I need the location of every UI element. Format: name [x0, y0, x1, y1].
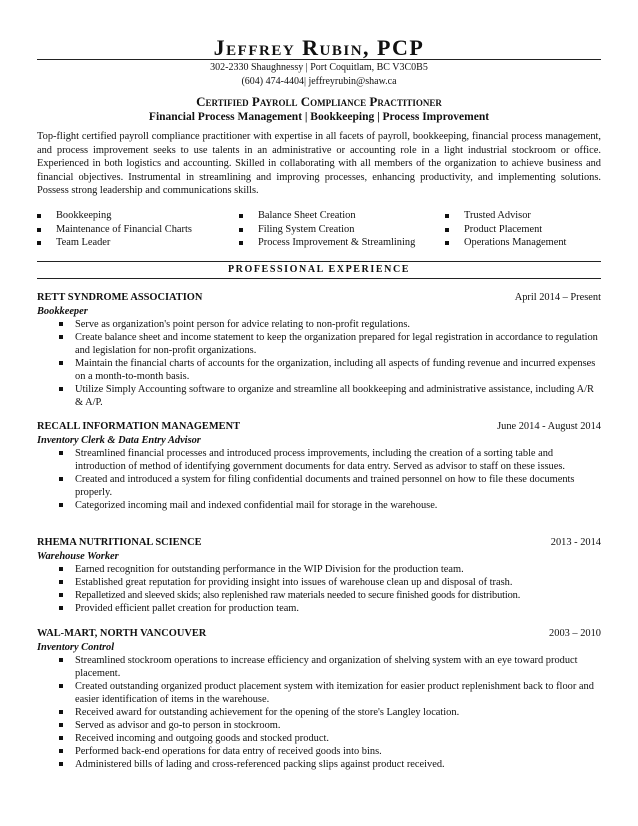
job-role: Inventory Control	[37, 642, 115, 653]
skill-item: Product Placement	[445, 223, 566, 237]
job-bullet: Create balance sheet and income statement to keep the organization prepared for legal registration in accordance to regulation and legislation for non-profit organizations.	[75, 331, 601, 357]
section-title-experience: PROFESSIONAL EXPERIENCE	[227, 264, 411, 275]
bullet-icon	[59, 736, 63, 740]
skill-item: Process Improvement & Streamlining	[239, 236, 415, 250]
bullet-icon	[37, 241, 41, 245]
job-bullet: Created outstanding organized product placement system with itemization for easier product replenishment back to floor and easier identification of items in the warehouse.	[75, 680, 601, 706]
header-rule	[37, 59, 601, 60]
skills-column-1	[37, 209, 192, 250]
bullet-icon	[59, 723, 63, 727]
job-bullet: Utilize Simply Accounting software to organize and streamline all bookkeeping and administrative assistance, including A/R & A/P.	[75, 383, 601, 409]
bullet-icon	[59, 503, 63, 507]
job-bullet: Received incoming and outgoing goods and stocked product.	[75, 732, 601, 745]
job-bullet: Earned recognition for outstanding performance in the WIP Division for the production team.	[75, 563, 601, 576]
job-bullet: Streamlined financial processes and introduced process improvements, including the creation of a sorting table and introduction of method of identifying government documents for data entry. Served as advisor to staff on these issues.	[75, 447, 601, 473]
job-entry	[37, 291, 601, 409]
job-dates: June 2014 - August 2014	[497, 421, 601, 432]
bullet-icon	[59, 567, 63, 571]
bullet-icon	[37, 228, 41, 232]
skill-item: Bookkeeping	[37, 209, 192, 223]
bullet-icon	[59, 593, 63, 597]
job-bullet: Streamlined stockroom operations to increase efficiency and organization of shelving system with an eye toward product placement.	[75, 654, 601, 680]
bullet-icon	[59, 477, 63, 481]
bullet-icon	[239, 214, 243, 218]
bullet-icon	[59, 684, 63, 688]
summary-paragraph: Top-flight certified payroll compliance practitioner with expertise in all facets of payroll, bookkeeping, financial process management, and process improvement seeks to use talents in an administrative or accounting role in a light industrial stockroom or office. Experienced in both logistics and accounting. Skilled in collaborating with all members of the organization to achieve business and financial objectives. Instrumental in streamlining and improving processes, enhancing productivity, and implementing solutions. Possess strong leadership and communications skills.	[37, 131, 601, 197]
job-role: Inventory Clerk & Data Entry Advisor	[37, 435, 201, 446]
bullet-icon	[59, 749, 63, 753]
bullet-icon	[59, 335, 63, 339]
bullet-icon	[59, 387, 63, 391]
job-role: Warehouse Worker	[37, 551, 119, 562]
bullet-icon	[239, 241, 243, 245]
company-name: RHEMA NUTRITIONAL SCIENCE	[37, 537, 202, 548]
bullet-icon	[445, 214, 449, 218]
job-bullet: Serve as organization's point person for advice relating to non-profit regulations.	[75, 318, 601, 331]
job-role: Bookkeeper	[37, 306, 88, 317]
section-rule-top	[37, 261, 601, 262]
job-bullet: Served as advisor and go-to person in stockroom.	[75, 719, 601, 732]
skill-item: Balance Sheet Creation	[239, 209, 415, 223]
job-bullet: Received award for outstanding achievement for the opening of the store's Langley location.	[75, 706, 601, 719]
bullet-icon	[59, 658, 63, 662]
job-bullet: Established great reputation for providing insight into issues of warehouse clean up and disposal of trash.	[75, 576, 601, 589]
bullet-icon	[59, 710, 63, 714]
bullet-icon	[59, 361, 63, 365]
job-bullet: Categorized incoming mail and indexed confidential mail for storage in the warehouse.	[75, 499, 601, 512]
bullet-icon	[59, 762, 63, 766]
job-bullet: Created and introduced a system for filing confidential documents and trained personnel on how to file these documents properly.	[75, 473, 601, 499]
bullet-icon	[445, 228, 449, 232]
job-bullet: Performed back-end operations for data entry of received goods into bins.	[75, 745, 601, 758]
phone-email: (604) 474-4404| jeffreyrubin@shaw.ca	[241, 76, 397, 87]
bullet-icon	[59, 580, 63, 584]
skills-column-3	[445, 209, 566, 250]
address: 302-2330 Shaughnessy | Port Coquitlam, BC V3C0B5	[210, 62, 428, 73]
job-bullet: Maintain the financial charts of accounts for the organization, including all aspects of funding revenue and incurred expenses on a month-to-month basis.	[75, 357, 601, 383]
skill-item: Filing System Creation	[239, 223, 415, 237]
job-entry	[37, 627, 601, 771]
bullet-icon	[59, 451, 63, 455]
skills-column-2	[239, 209, 415, 250]
bullet-icon	[59, 322, 63, 326]
job-bullet: Administered bills of lading and cross-referenced packing slips against product received.	[75, 758, 601, 771]
section-rule-bottom	[37, 278, 601, 279]
skill-item: Maintenance of Financial Charts	[37, 223, 192, 237]
job-bullet: Repalletized and sleeved skids; also replenished raw materials needed to secure finished goods for distribution.	[75, 589, 601, 602]
bullet-icon	[37, 214, 41, 218]
job-entry	[37, 420, 601, 512]
bullet-icon	[59, 606, 63, 610]
job-dates: 2013 - 2014	[550, 537, 601, 548]
company-name: RETT SYNDROME ASSOCIATION	[37, 292, 203, 303]
job-entry	[37, 536, 601, 615]
skill-item: Trusted Advisor	[445, 209, 566, 223]
bullet-icon	[445, 241, 449, 245]
headline-subtitle: Financial Process Management | Bookkeeping | Process Improvement	[148, 111, 490, 123]
skill-item: Operations Management	[445, 236, 566, 250]
company-name: WAL-MART, NORTH VANCOUVER	[37, 628, 207, 639]
bullet-icon	[239, 228, 243, 232]
company-name: RECALL INFORMATION MANAGEMENT	[37, 421, 241, 432]
headline-title: Certified Payroll Compliance Practitioner	[196, 94, 442, 109]
job-bullet: Provided efficient pallet creation for production team.	[75, 602, 601, 615]
candidate-name: Jeffrey Rubin, PCP	[213, 35, 425, 60]
job-dates: 2003 – 2010	[549, 628, 601, 639]
skill-item: Team Leader	[37, 236, 192, 250]
job-dates: April 2014 – Present	[514, 292, 601, 303]
